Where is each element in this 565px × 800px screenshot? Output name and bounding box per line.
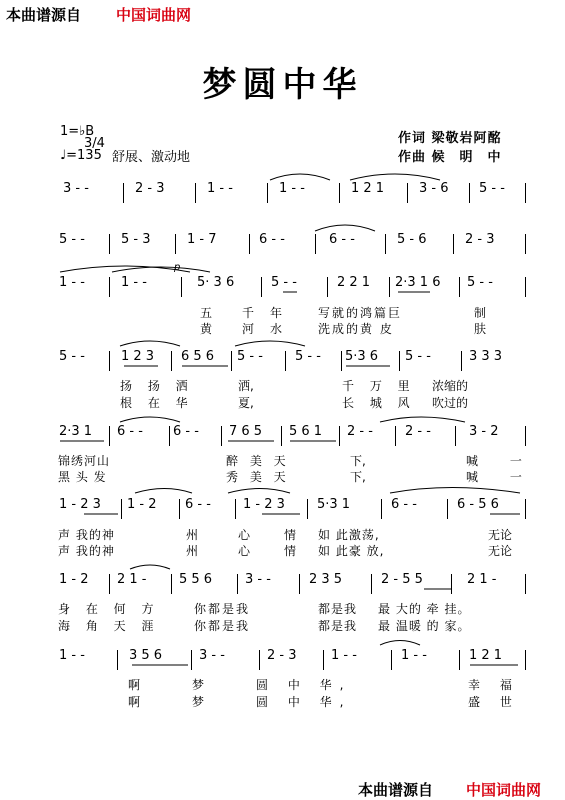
measure: 1 - 2 [59,572,89,587]
lyric: 你都是我 [194,602,251,616]
lyric: 无论 [488,528,513,542]
measure: 5 - - [479,181,505,196]
lyric: 黑 头 发 [58,470,107,484]
measure: 5 - - [59,349,85,364]
lyric: 黄 [200,322,213,336]
measure: 2·3 1 6 [395,275,441,290]
header-site-link[interactable]: 中国词曲网 [116,6,192,24]
measure: 6 - - [117,424,143,439]
measure: 1 2 3 [121,349,155,364]
lyricist-credit: 作词 梁敬岩阿酩 [398,131,502,146]
lyric: 心 [238,528,251,542]
lyric: 州 [186,544,199,558]
lyric: 水 [270,322,283,336]
measure: 3 - - [199,648,225,663]
composer-credit: 作曲 候 明 中 [398,150,502,165]
lyric: 梦 [192,695,205,709]
lyric: 长 城 风 [342,396,416,410]
score-line-6 [55,497,525,523]
lyric: 醉 美 天 [226,454,290,468]
lyric: 喊 一 [466,454,536,468]
lyric: 圆 中 华, [256,695,352,709]
measure: 1 - 7 [187,232,217,247]
measure: 6 - - [391,497,417,512]
measure: 1 - 2 [127,497,157,512]
lyric: 幸 福 [468,678,520,692]
measure: 2·3 1 [59,424,93,439]
measure: 5 - 3 [121,232,151,247]
measure: 2 - - [405,424,431,439]
lyric: 身 在 何 方 [58,602,160,616]
lyric: 洒, [238,379,254,393]
lyric: 无论 [488,544,513,558]
measure: 2 - 3 [135,181,165,196]
lyric: 如 此激荡, [318,528,380,542]
measure: 5·3 1 [317,497,351,512]
song-title: 梦圆中华 [202,65,363,105]
measure: 3 3 3 [469,349,503,364]
measure: 5 - - [237,349,263,364]
measure: 1 - - [121,275,147,290]
measure: 5 - - [59,232,85,247]
measure: 1 2 1 [351,181,385,196]
score-line-4 [55,349,525,375]
measure: 3 - 2 [469,424,499,439]
lyric: 下, [350,470,366,484]
measure: 1 - - [331,648,357,663]
measure: 2 1 - [117,572,147,587]
score-line-8 [55,648,525,674]
measure: 5 - - [271,275,297,290]
measure: 6 - 5 6 [457,497,499,512]
measure: 2 3 5 [309,572,343,587]
footer-site-link[interactable]: 中国词曲网 [466,781,542,799]
lyric: 最 温暖 的 家。 [378,619,471,633]
lyric: 最 大的 牵 挂。 [378,602,471,616]
lyric: 声 我的神 [58,528,115,542]
lyric: 啊 [128,695,141,709]
lyric: 声 我的神 [58,544,115,558]
key-signature: 1=♭B [60,124,95,139]
measure: 1 - - [401,648,427,663]
bpm-marking: ♩=135 [60,148,102,163]
measure: 6 - - [173,424,199,439]
lyric: 河 [242,322,255,336]
measure: 1 - - [279,181,305,196]
measure: 3 5 6 [129,648,163,663]
measure: 6 - - [259,232,285,247]
lyric: 情 [284,528,297,542]
lyric: 锦绣河山 [58,454,111,468]
lyric: 五 [200,306,213,320]
dynamic-p: p [174,262,181,273]
lyric: 下, [350,454,366,468]
measure: 7 6 5 [229,424,263,439]
measure: 3 - 6 [419,181,449,196]
measure: 5 - - [467,275,493,290]
measure: 2 - 3 [465,232,495,247]
measure: 2 - - [347,424,373,439]
lyric: 啊 [128,678,141,692]
measure: 2 - 3 [267,648,297,663]
measure: 6 - - [329,232,355,247]
lyric: 根 在 华 [120,396,194,410]
footer-source-label: 本曲谱源自 [358,781,434,799]
lyric: 你都是我 [194,619,251,633]
lyric: 千 万 里 [342,379,416,393]
measure: 6 5 6 [181,349,215,364]
measure: 1 - - [59,648,85,663]
header-source-label: 本曲谱源自 [6,6,82,24]
score-line-7 [55,572,525,598]
lyric: 肤 [474,322,487,336]
score-line-5 [55,424,525,450]
lyric: 圆 中 华, [256,678,352,692]
tempo-block [60,126,105,162]
measure: 3 - - [63,181,89,196]
measure: 2 - 5 5 [381,572,423,587]
lyric: 制 [474,306,487,320]
lyric: 吹过的 [432,396,469,410]
lyric: 都是我 [318,619,358,633]
lyric: 年 [270,306,283,320]
lyric: 浓缩的 [432,379,469,393]
lyric: 盛 世 [468,695,520,709]
measure: 2 2 1 [337,275,371,290]
measure: 1 - - [207,181,233,196]
score-line-3 [55,275,525,301]
measure: 1 2 1 [469,648,503,663]
measure: 5· 3 6 [197,275,235,290]
measure: 2 1 - [467,572,497,587]
lyric: 扬 扬 洒 [120,379,194,393]
lyric: 洗成的黄 皮 [318,322,394,336]
measure: 1 - - [59,275,85,290]
time-signature: 3/4 [84,136,105,151]
lyric: 情 [284,544,297,558]
lyric: 心 [238,544,251,558]
lyric: 喊 一 [466,470,536,484]
measure: 5 6 1 [289,424,323,439]
lyric: 州 [186,528,199,542]
measure: 5·3 6 [345,349,379,364]
measure: 1 - 2 3 [243,497,285,512]
lyric: 千 [242,306,255,320]
measure: 5 - 6 [397,232,427,247]
lyric: 写就的鸿篇巨 [318,306,403,320]
measure: 1 - 2 3 [59,497,101,512]
lyric: 都是我 [318,602,358,616]
lyric: 夏, [238,396,254,410]
measure: 5 - - [405,349,431,364]
measure: 3 - - [245,572,271,587]
measure: 5 - - [295,349,321,364]
score-line-1 [55,181,525,207]
expression-marking: 舒展、激动地 [112,150,191,165]
lyric: 梦 [192,678,205,692]
score-line-2 [55,232,525,258]
measure: 5 5 6 [179,572,213,587]
lyric: 海 角 天 涯 [58,619,160,633]
lyric: 秀 美 天 [226,470,290,484]
measure: 6 - - [185,497,211,512]
lyric: 如 此豪 放, [318,544,385,558]
